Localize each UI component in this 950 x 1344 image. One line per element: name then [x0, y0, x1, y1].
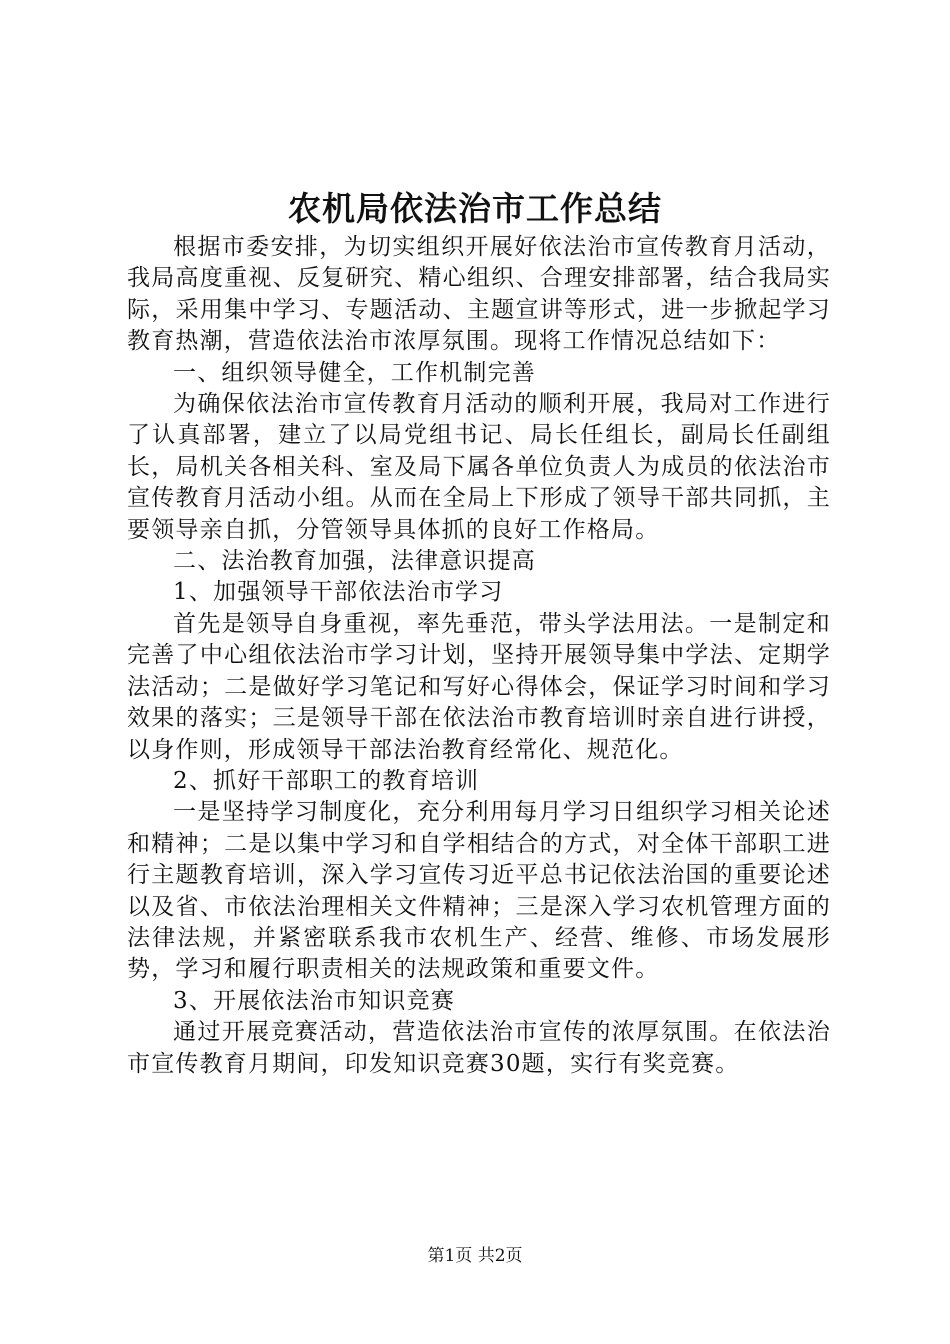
- subsection-2-paragraph: 一是坚持学习制度化，充分利用每月学习日组织学习相关论述和精神；二是以集中学习和自学相结合的方式，对全体干部职工进行主题教育培训，深入学习宣传习近平总书记依法治国的重要论述以及省、市依法治理相关文件精神；三是深入学习农机管理方面的法律法规，并紧密联系我市农机生产、经营、维修、市场发展形势，学习和履行职责相关的法规政策和重要文件。: [127, 799, 831, 983]
- document-title: 农机局依法治市工作总结: [288, 189, 662, 228]
- subsection-heading-1: 1、加强领导干部依法治市学习: [173, 579, 504, 606]
- section-heading-1: 一、组织领导健全，工作机制完善: [173, 359, 536, 386]
- document-body: [127, 232, 831, 1080]
- subsection-heading-2: 2、抓好干部职工的教育培训: [173, 767, 480, 794]
- section-1-paragraph: 为确保依法治市宣传教育月活动的顺利开展，我局对工作进行了认真部署，建立了以局党组书记、局长任组长，副局长任副组长，局机关各相关科、室及局下属各单位负责人为成员的依法治市宣传教育月活动小组。从而在全局上下形成了领导干部共同抓，主要领导亲自抓，分管领导具体抓的良好工作格局。: [127, 391, 831, 543]
- subsection-3-paragraph: 通过开展竞赛活动，营造依法治市宣传的浓厚氛围。在依法治市宣传教育月期间，印发知识竞赛30题，实行有奖竞赛。: [127, 1019, 831, 1077]
- page-indicator: 第1页 共2页: [427, 1246, 523, 1266]
- section-heading-2: 二、法治教育加强，法律意识提高: [173, 548, 536, 575]
- intro-paragraph: 根据市委安排，为切实组织开展好依法治市宣传教育月活动，我局高度重视、反复研究、精心组织、合理安排部署，结合我局实际，采用集中学习、专题活动、主题宣讲等形式，进一步掀起学习教育热潮，营造依法治市浓厚氛围。现将工作情况总结如下：: [127, 234, 831, 355]
- subsection-heading-3: 3、开展依法治市知识竞赛: [173, 987, 456, 1014]
- subsection-1-paragraph: 首先是领导自身重视，率先垂范，带头学法用法。一是制定和完善了中心组依法治市学习计划，坚持开展领导集中学法、定期学法活动；二是做好学习笔记和写好心得体会，保证学习时间和学习效果的落实；三是领导干部在依法治市教育培训时亲自进行讲授，以身作则，形成领导干部法治教育经常化、规范化。: [127, 610, 831, 763]
